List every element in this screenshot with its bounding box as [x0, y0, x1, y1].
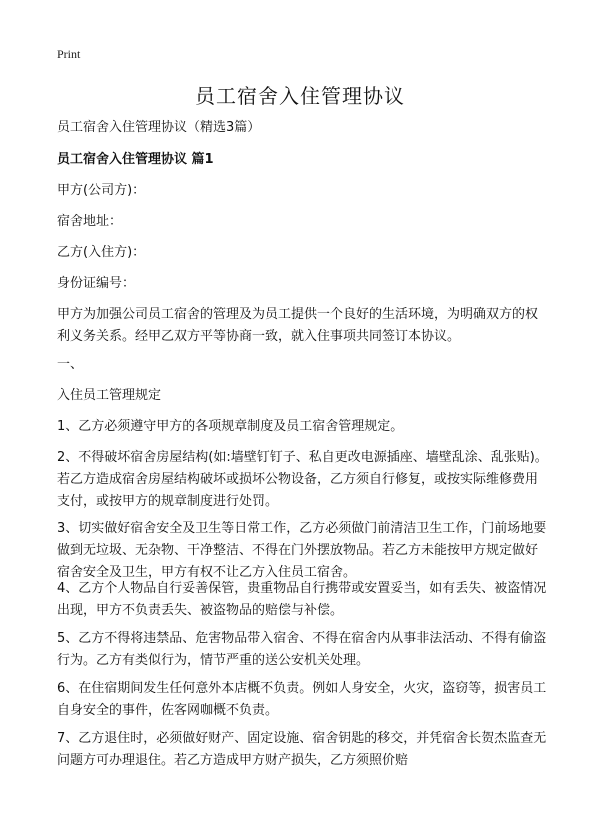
print-link[interactable]: Print: [57, 47, 81, 61]
rule-item: 6、在住宿期间发生任何意外本店概不负责。例如人身安全，火灾，盗窃等，损害员工自身安全的事件，佐客网咖概不负责。: [57, 681, 547, 718]
party-a-field: 甲方(公司方)：: [57, 183, 146, 198]
rule-item: 7、乙方退住时，必须做好财产、固定设施、宿舍钥匙的移交，并凭宿舍长贺杰监查无问题方可办理退住。若乙方造成甲方财产损失，乙方须照价赔: [57, 731, 547, 768]
document-subtitle: 员工宿舍入住管理协议（精选3篇）: [57, 120, 261, 135]
rules-heading: 入住员工管理规定: [57, 388, 162, 403]
dorm-address-field: 宿舍地址：: [57, 214, 123, 229]
rule-item: 1、乙方必须遵守甲方的各项规章制度及员工宿舍管理规定。: [57, 419, 404, 434]
party-b-field: 乙方(入住方)：: [57, 245, 146, 260]
id-number-field: 身份证编号：: [57, 276, 136, 291]
rule-item: 4、乙方个人物品自行妥善保管，贵重物品自行携带或安置妥当，如有丢失、被盗情况出现，甲方不负责丢失、被盗物品的赔偿与补偿。: [57, 581, 547, 618]
rule-item: 5、乙方不得将违禁品、危害物品带入宿舍、不得在宿舍内从事非法活动、不得有偷盗行为。乙方有类似行为，情节严重的送公安机关处理。: [57, 631, 547, 668]
rule-item: 3、切实做好宿舍安全及卫生等日常工作，乙方必须做门前清洁卫生工作，门前场地要做到无垃圾、无杂物、干净整洁、不得在门外摆放物品。若乙方未能按甲方规定做好宿舍安全及卫生，甲方有权不让乙方入住员工宿舍。: [57, 521, 547, 580]
document-title: 员工宿舍入住管理协议: [195, 84, 405, 108]
part-one-marker: 一、: [57, 357, 84, 372]
section-title: 员工宿舍入住管理协议 篇1: [57, 152, 214, 167]
intro-paragraph: 甲方为加强公司员工宿舍的管理及为员工提供一个良好的生活环境，为明确双方的权利义务关系。经甲乙双方平等协商一致，就入住事项共同签订本协议。: [57, 307, 539, 344]
rule-item: 2、不得破坏宿舍房屋结构(如:墙壁钉钉子、私自更改电源插座、墙壁乱涂、乱张贴)。若乙方造成宿舍房屋结构破坏或损坏公物设备，乙方须自行修复，或按实际维修费用支付，或按甲方的规章制度进行处罚。: [57, 450, 548, 509]
